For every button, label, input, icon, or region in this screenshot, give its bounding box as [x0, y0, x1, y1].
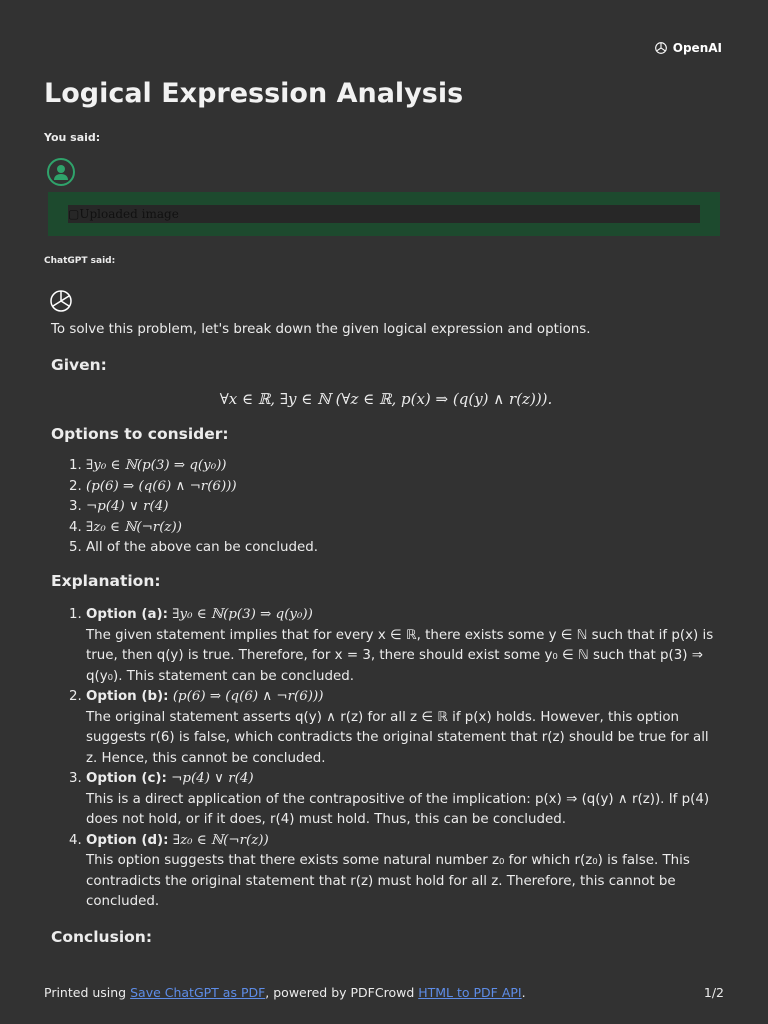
explanation-heading: Explanation: — [51, 571, 161, 590]
html-to-pdf-link[interactable]: HTML to PDF API — [418, 985, 522, 1000]
explanation-label: Option (d): — [86, 832, 169, 848]
page-title: Logical Expression Analysis — [44, 78, 464, 109]
footer-prefix: Printed using — [44, 985, 131, 1000]
intro-text: To solve this problem, let's break down the given logical expression and options. — [51, 322, 591, 337]
explanation-label: Option (c): — [86, 771, 167, 786]
user-label: You said: — [44, 131, 101, 144]
explanation-item — [86, 605, 721, 687]
explanation-text: The original statement asserts q(y) ∧ r(z) for all z ∈ ℝ if p(x) holds. However, this option suggests r(6) is false, which contradicts the original statement that r(z) should be true for all z. Hence, this cannot be concluded. — [86, 709, 709, 766]
option-item — [86, 538, 721, 559]
explanation-text: The given statement implies that for every x ∈ ℝ, there exists some y ∈ ℕ such that if p(x) is true, then q(y) is true. Therefore, for x = 3, there should exist some y₀ ∈ ℕ such that p(3) ⇒ q(y₀). This statement can be concluded. — [86, 627, 714, 684]
explanation-formula: ∃z₀ ∈ ℕ(¬r(z)) — [172, 832, 269, 848]
explanation-text: This option suggests that there exists some natural number z₀ for which r(z₀) is false. This contradicts the original statement that r(z) must hold for all z. Therefore, this cannot be concluded. — [86, 853, 690, 909]
brand-name: OpenAI — [672, 41, 722, 55]
save-chatgpt-link[interactable]: Save ChatGPT as PDF — [130, 985, 266, 1000]
explanation-label: Option (b): — [86, 689, 169, 704]
given-formula: ∀x ∈ ℝ, ∃y ∈ ℕ (∀z ∈ ℝ, p(x) ⇒ (q(y) ∧ r(z))). — [219, 390, 553, 408]
explanation-item — [86, 831, 721, 913]
options-list — [51, 456, 721, 559]
option-formula: ¬p(4) ∨ r(4) — [86, 499, 169, 514]
page-number: 1/2 — [703, 985, 724, 1000]
explanation-formula: ¬p(4) ∨ r(4) — [171, 771, 254, 786]
option-item — [86, 477, 721, 498]
assistant-label: ChatGPT said: — [44, 256, 116, 266]
explanation-label: Option (a): — [86, 607, 168, 622]
footer-middle: , powered by PDFCrowd — [265, 985, 419, 1000]
option-text: All of the above can be concluded. — [86, 540, 318, 555]
image-alt-text: Uploaded image — [79, 207, 179, 221]
option-formula: ∃y₀ ∈ ℕ(p(3) ⇒ q(y₀)) — [86, 458, 227, 473]
given-heading: Given: — [51, 355, 107, 374]
explanation-text: This is a direct application of the contrapositive of the implication: p(x) ⇒ (q(y) ∧ r(z)). If p(4) does not hold, or if it does, r(4) must hold. Thus, this can be concluded. — [86, 791, 710, 827]
option-item — [86, 456, 721, 477]
option-formula: (p(6) ⇒ (q(6) ∧ ¬r(6))) — [86, 478, 237, 494]
options-heading: Options to consider: — [51, 424, 229, 443]
openai-brand — [653, 40, 722, 56]
explanation-formula: (p(6) ⇒ (q(6) ∧ ¬r(6))) — [172, 689, 324, 704]
option-item — [86, 497, 721, 518]
user-avatar-icon — [47, 158, 75, 186]
uploaded-image[interactable]: ▢Uploaded image — [68, 205, 700, 223]
explanation-formula: ∃y₀ ∈ ℕ(p(3) ⇒ q(y₀)) — [172, 607, 313, 622]
option-item — [86, 518, 721, 539]
conclusion-heading: Conclusion: — [51, 927, 153, 946]
chatgpt-avatar-icon — [47, 287, 75, 315]
explanation-item — [86, 687, 721, 769]
openai-logo-icon — [653, 40, 669, 56]
footer-suffix: . — [521, 985, 526, 1000]
user-message — [48, 192, 720, 236]
assistant-response — [51, 318, 721, 947]
explanation-list — [51, 605, 721, 913]
print-footer — [44, 985, 724, 1000]
footer-credit — [44, 985, 526, 1000]
option-formula: ∃z₀ ∈ ℕ(¬r(z)) — [86, 519, 182, 535]
explanation-item — [86, 769, 721, 831]
